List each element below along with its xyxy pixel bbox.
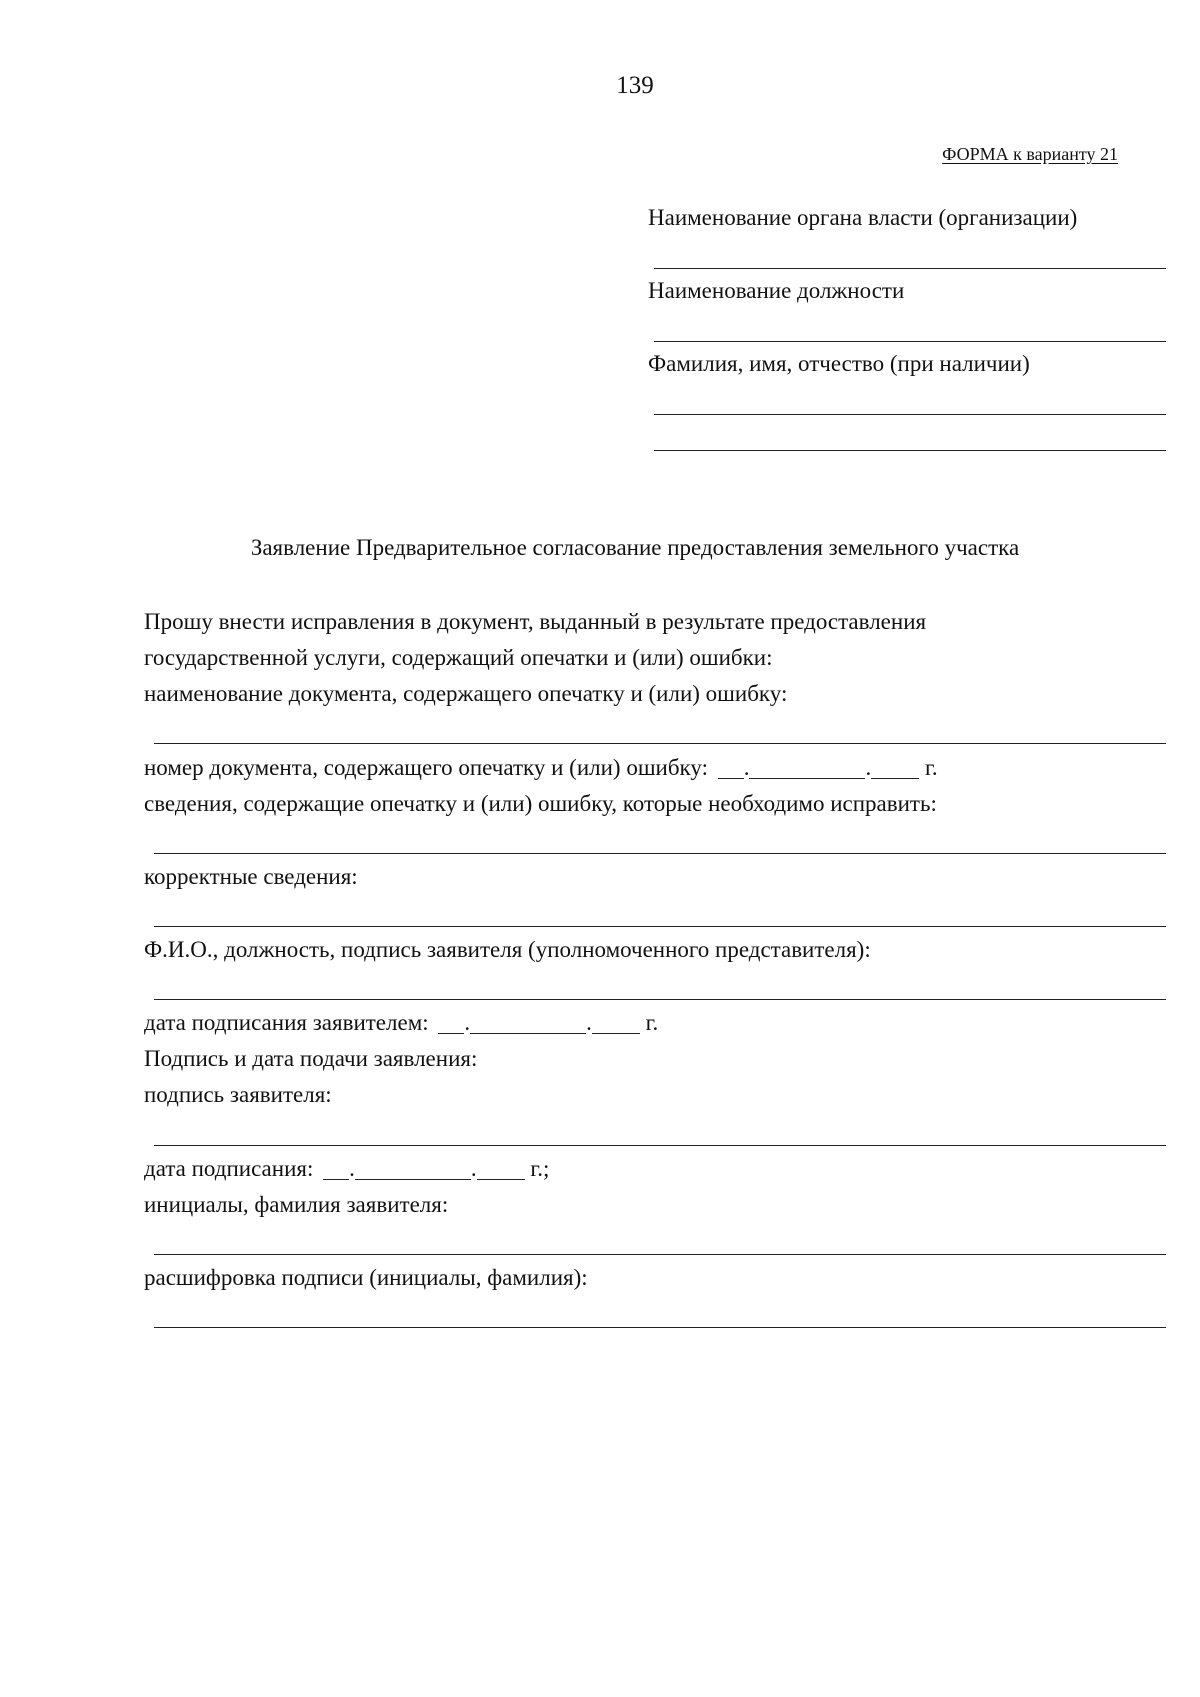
doc-name-field[interactable] [154,743,1166,744]
fio-signature-field[interactable] [154,999,1166,1000]
doc-year-suffix: г. [924,755,938,780]
applicant-day-field[interactable] [438,1010,464,1034]
sign-year-field[interactable] [477,1156,525,1180]
doc-month-field[interactable] [749,755,865,779]
position-label: Наименование должности [648,278,905,303]
fio-field-2[interactable] [654,450,1166,451]
doc-day-field[interactable] [718,755,744,779]
doc-number-label: номер документа, содержащего опечатку и (или) ошибку: [144,755,708,780]
page-number: 139 [616,72,654,99]
position-field[interactable] [654,341,1166,342]
request-line-1: Прошу внести исправления в документ, выданный в результате предоставления [144,609,927,634]
document-title: Заявление Предварительное согласование предоставления земельного участка [250,535,1020,560]
wrong-info-field[interactable] [154,853,1166,854]
sign-year-suffix: г.; [530,1156,550,1181]
doc-year-field[interactable] [871,755,919,779]
sign-day-field[interactable] [323,1156,349,1180]
initials-label: инициалы, фамилия заявителя: [144,1192,449,1217]
applicant-signature-field[interactable] [154,1145,1166,1146]
doc-number-row: номер документа, содержащего опечатку и (или) ошибку: . . г. [144,755,938,780]
decoding-field[interactable] [154,1327,1166,1328]
sign-date-row: дата подписания: . . г.; [144,1156,550,1181]
doc-name-label: наименование документа, содержащего опечатку и (или) ошибку: [144,681,788,706]
fio-label: Фамилия, имя, отчество (при наличии) [648,351,1030,376]
applicant-sign-date-row: дата подписания заявителем: . . г. [144,1010,659,1035]
applicant-month-field[interactable] [470,1010,586,1034]
signature-and-date-label: Подпись и дата подачи заявления: [144,1046,478,1071]
request-line-2: государственной услуги, содержащий опечатки и (или) ошибки: [144,645,773,670]
authority-field[interactable] [654,268,1166,269]
applicant-signature-label: подпись заявителя: [144,1082,332,1107]
correct-info-field[interactable] [154,926,1166,927]
sign-date-label: дата подписания: [144,1156,314,1181]
fio-field-1[interactable] [654,414,1166,415]
applicant-sign-date-label: дата подписания заявителем: [144,1010,429,1035]
applicant-year-suffix: г. [645,1010,659,1035]
authority-label: Наименование органа власти (организации) [648,205,1078,230]
wrong-info-label: сведения, содержащие опечатку и (или) ошибку, которые необходимо исправить: [144,791,937,816]
fio-signature-label: Ф.И.О., должность, подпись заявителя (уполномоченного представителя): [144,937,871,962]
form-reference: ФОРМА к варианту 21 [942,144,1118,164]
correct-info-label: корректные сведения: [144,864,358,889]
sign-month-field[interactable] [355,1156,471,1180]
decoding-label: расшифровка подписи (инициалы, фамилия): [144,1265,588,1290]
applicant-year-field[interactable] [592,1010,640,1034]
initials-field[interactable] [154,1254,1166,1255]
